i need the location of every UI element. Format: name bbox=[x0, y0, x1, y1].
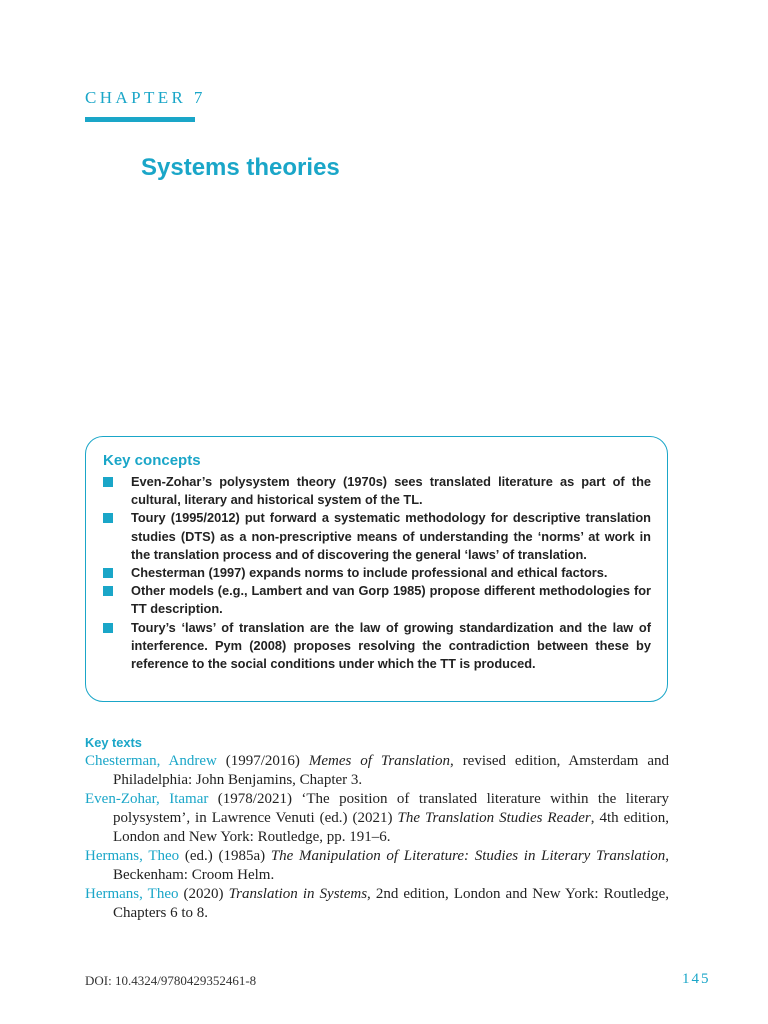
key-concept-text: Other models (e.g., Lambert and van Gorp 1985) propose different methodologies for TT description. bbox=[131, 583, 651, 617]
reference-author: Chesterman, Andrew bbox=[85, 753, 217, 769]
reference-title: Memes of Translation bbox=[308, 753, 451, 769]
reference-text: (2020) bbox=[178, 886, 229, 902]
square-bullet-icon bbox=[103, 568, 113, 578]
reference-text: , 2nd edition, London and New York: Routledge, Chapters 6 to 8. bbox=[113, 886, 670, 921]
key-concepts-box bbox=[85, 436, 668, 702]
reference-title: Translation in Systems bbox=[228, 886, 368, 902]
key-concept-text: Toury (1995/2012) put forward a systematic methodology for descriptive translation studies (DTS) as a non-prescriptive means of understanding the ‘norms’ at work in the translation process and of discovering the general ‘laws’ of translation. bbox=[131, 510, 651, 562]
doi-footer: DOI: 10.4324/9780429352461-8 bbox=[85, 973, 257, 988]
chapter-label: CHAPTER 7 bbox=[85, 88, 206, 107]
square-bullet-icon bbox=[103, 623, 113, 633]
square-bullet-icon bbox=[103, 586, 113, 596]
chapter-title: Systems theories bbox=[141, 154, 340, 181]
reference-author: Even-Zohar, Itamar bbox=[85, 791, 209, 807]
reference-entry bbox=[85, 752, 669, 790]
key-concept-item bbox=[103, 582, 651, 618]
square-bullet-icon bbox=[103, 513, 113, 523]
reference-entry bbox=[85, 790, 669, 847]
reference-text: (ed.) (1985a) bbox=[179, 848, 271, 864]
key-concept-item bbox=[103, 619, 651, 674]
reference-entry bbox=[85, 847, 669, 885]
reference-text: (1978/2021) ‘The position of translated literature within the literary polysystem’, in Lawrence Venuti (ed.) (2021) bbox=[113, 791, 670, 826]
key-concept-item bbox=[103, 509, 651, 564]
key-texts-heading: Key texts bbox=[85, 735, 142, 750]
key-concept-text: Toury’s ‘laws’ of translation are the law of growing standardization and the law of interference. Pym (2008) proposes resolving the contradiction between these by reference to the social conditions under which the TT is produced. bbox=[131, 619, 651, 672]
reference-title: The Manipulation of Literature: Studies in Literary Translation bbox=[270, 848, 666, 864]
reference-text: , revised edition, Amsterdam and Philadelphia: John Benjamins, Chapter 3. bbox=[113, 753, 669, 788]
key-concept-item bbox=[103, 473, 651, 509]
key-concept-text: Chesterman (1997) expands norms to include professional and ethical factors. bbox=[131, 565, 608, 581]
reference-text: (1997/2016) bbox=[216, 753, 309, 769]
page-number: 145 bbox=[682, 971, 711, 987]
reference-text: , Beckenham: Croom Helm. bbox=[113, 848, 669, 883]
square-bullet-icon bbox=[103, 477, 113, 487]
reference-text: , 4th edition, London and New York: Routledge, pp. 191–6. bbox=[113, 810, 670, 845]
key-concept-item bbox=[103, 564, 651, 582]
reference-author: Hermans, Theo bbox=[85, 886, 179, 902]
key-concept-text: Even-Zohar’s polysystem theory (1970s) sees translated literature as part of the cultural, literary and historical system of the TL. bbox=[131, 474, 651, 508]
reference-entry bbox=[85, 885, 669, 923]
chapter-rule bbox=[85, 117, 195, 122]
key-concepts-heading: Key concepts bbox=[103, 452, 201, 469]
reference-author: Hermans, Theo bbox=[85, 848, 180, 864]
key-texts-list bbox=[85, 752, 669, 923]
key-concepts-list bbox=[103, 473, 651, 673]
reference-title: The Translation Studies Reader bbox=[397, 810, 591, 826]
